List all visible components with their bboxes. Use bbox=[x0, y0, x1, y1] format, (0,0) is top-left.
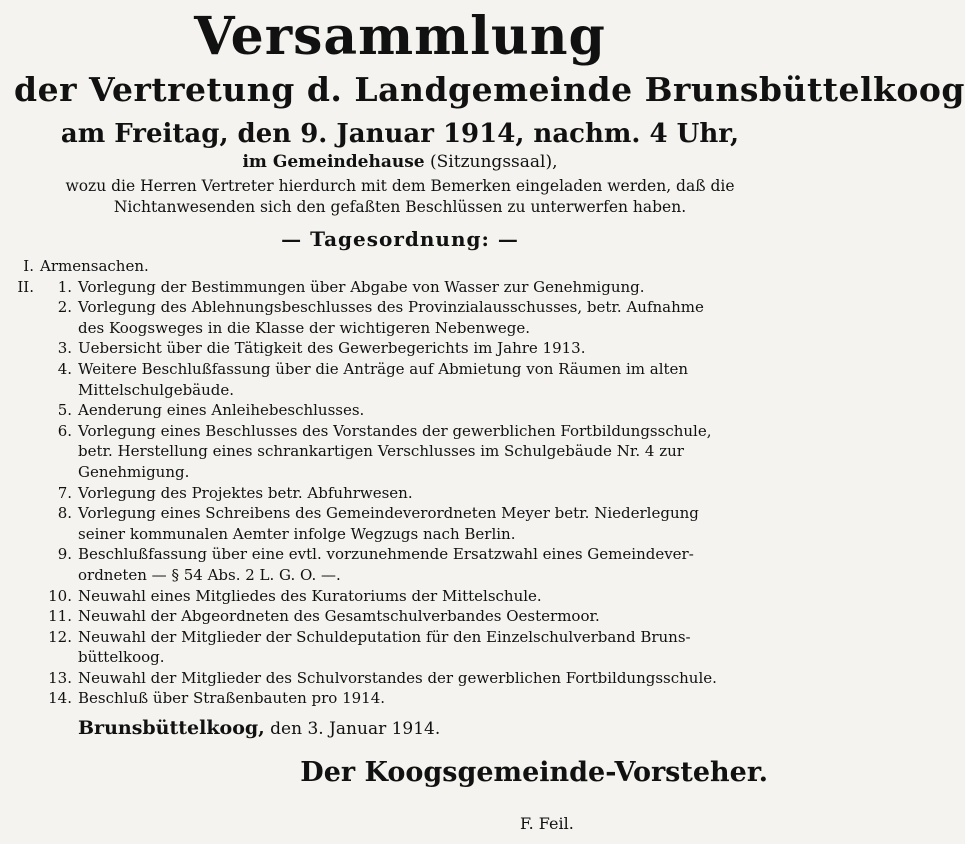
item-text-line: ordneten — § 54 Abs. 2 L. G. O. —. bbox=[78, 565, 341, 584]
item-number: 14. bbox=[48, 689, 72, 708]
item-text-line: betr. Herstellung eines schrankartigen Verschlusses im Schulgebäude Nr. 4 zur bbox=[78, 442, 684, 461]
agenda-item bbox=[14, 544, 786, 585]
item-number: 1. bbox=[57, 277, 72, 296]
item-number: 12. bbox=[48, 627, 72, 646]
indent-spacer bbox=[14, 627, 40, 668]
agenda-heading: — Tagesordnung: — bbox=[281, 227, 519, 251]
agenda-item bbox=[14, 483, 786, 504]
item-text-line: Neuwahl der Mitglieder des Schulvorstandes der gewerblichen Fortbildungsschule. bbox=[78, 668, 717, 687]
item-number: 4. bbox=[57, 359, 72, 378]
item-text-line: des Koogsweges in die Klasse der wichtigeren Nebenwege. bbox=[78, 318, 531, 337]
item-number: 5. bbox=[57, 401, 72, 420]
item-number: 7. bbox=[57, 483, 72, 502]
item-text-line: Aenderung eines Anleihebeschlusses. bbox=[78, 401, 365, 420]
agenda-section-1 bbox=[14, 256, 786, 277]
closing-place: Brunsbüttelkoog, bbox=[78, 717, 265, 740]
item-text-line: büttelkoog. bbox=[78, 648, 165, 667]
indent-spacer bbox=[14, 359, 40, 400]
section-text-line: Armensachen. bbox=[40, 257, 149, 275]
intro-line: Nichtanwesenden sich den gefaßten Beschlüssen zu unterwerfen haben. bbox=[113, 198, 687, 216]
item-text bbox=[78, 297, 786, 338]
item-text bbox=[78, 544, 786, 585]
section-number: II. bbox=[17, 277, 34, 296]
section-text bbox=[40, 256, 786, 277]
item-text-line: Neuwahl eines Mitgliedes des Kuratoriums der Mittelschule. bbox=[78, 586, 542, 605]
agenda-item bbox=[14, 627, 786, 668]
agenda-item bbox=[14, 586, 786, 607]
item-number: 9. bbox=[57, 545, 72, 564]
indent-spacer bbox=[14, 688, 40, 709]
agenda-section-2 bbox=[14, 277, 786, 709]
agenda-item bbox=[14, 400, 786, 421]
indent-spacer bbox=[14, 544, 40, 585]
indent-spacer bbox=[14, 483, 40, 504]
item-number: 2. bbox=[57, 298, 72, 317]
agenda-item bbox=[14, 606, 786, 627]
item-number: 11. bbox=[48, 607, 72, 626]
item-text-line: Vorlegung des Projektes betr. Abfuhrwesen. bbox=[78, 483, 413, 502]
item-text-line: Vorlegung eines Beschlusses des Vorstandes der gewerblichen Fortbildungsschule, bbox=[78, 421, 712, 440]
item-text-line: Vorlegung eines Schreibens des Gemeindeverordneten Meyer betr. Niederlegung bbox=[78, 504, 699, 523]
item-text bbox=[78, 668, 786, 689]
agenda-item bbox=[14, 277, 786, 298]
meeting-date: am Freitag, den 9. Januar 1914, nachm. 4 Uhr, bbox=[60, 119, 740, 149]
indent-spacer bbox=[14, 503, 40, 544]
item-text-line: Vorlegung des Ablehnungsbeschlusses des Provinzialausschusses, betr. Aufnahme bbox=[78, 298, 704, 317]
indent-spacer bbox=[14, 586, 40, 607]
item-text bbox=[78, 421, 786, 483]
item-text bbox=[78, 627, 786, 668]
intro-paragraph bbox=[14, 176, 786, 218]
indent-spacer bbox=[14, 668, 40, 689]
indent-spacer bbox=[14, 338, 40, 359]
item-text bbox=[78, 586, 786, 607]
section-number: I. bbox=[23, 257, 34, 275]
indent-spacer bbox=[14, 400, 40, 421]
item-text-line: Genehmigung. bbox=[78, 462, 190, 481]
agenda-item bbox=[14, 688, 786, 709]
agenda-item bbox=[14, 503, 786, 544]
item-text bbox=[78, 688, 786, 709]
meeting-location bbox=[14, 150, 786, 174]
item-text bbox=[78, 503, 786, 544]
item-number: 3. bbox=[57, 339, 72, 358]
item-number: 13. bbox=[48, 668, 72, 687]
closing-date: den 3. Januar 1914. bbox=[270, 719, 441, 740]
location-room: (Sitzungssaal), bbox=[430, 152, 558, 172]
item-text bbox=[78, 359, 786, 400]
item-text bbox=[78, 338, 786, 359]
indent-spacer bbox=[14, 606, 40, 627]
item-text-line: Neuwahl der Abgeordneten des Gesamtschulverbandes Oestermoor. bbox=[78, 607, 600, 626]
item-text-line: Beschlußfassung über eine evtl. vorzunehmende Ersatzwahl eines Gemeindever- bbox=[78, 545, 694, 564]
item-text-line: seiner kommunalen Aemter infolge Wegzugs nach Berlin. bbox=[78, 524, 516, 543]
document-title: Versammlung bbox=[194, 6, 606, 67]
location-place: im Gemeindehause bbox=[242, 152, 425, 172]
document-subtitle: der Vertretung d. Landgemeinde Brunsbüttelkoog bbox=[14, 70, 965, 109]
item-number: 10. bbox=[48, 586, 72, 605]
item-text-line: Weitere Beschlußfassung über die Anträge auf Abmietung von Räumen im alten bbox=[78, 359, 689, 378]
item-text bbox=[78, 277, 786, 298]
agenda-item bbox=[14, 359, 786, 400]
item-text bbox=[78, 400, 786, 421]
item-text-line: Beschluß über Straßenbauten pro 1914. bbox=[78, 689, 386, 708]
item-text bbox=[78, 483, 786, 504]
item-text-line: Uebersicht über die Tätigkeit des Gewerbegerichts im Jahre 1913. bbox=[78, 339, 586, 358]
item-text-line: Vorlegung der Bestimmungen über Abgabe von Wasser zur Genehmigung. bbox=[78, 277, 645, 296]
signer-name: F. Feil. bbox=[520, 814, 574, 833]
indent-spacer bbox=[14, 421, 40, 483]
indent-spacer bbox=[14, 297, 40, 338]
item-text-line: Neuwahl der Mitglieder der Schuldeputation für den Einzelschulverband Bruns- bbox=[78, 627, 691, 646]
item-number: 6. bbox=[57, 421, 72, 440]
item-number: 8. bbox=[57, 504, 72, 523]
item-text bbox=[78, 606, 786, 627]
intro-line: wozu die Herren Vertreter hierdurch mit dem Bemerken eingeladen werden, daß die bbox=[65, 177, 735, 195]
agenda-list bbox=[14, 256, 786, 709]
signoff-title: Der Koogsgemeinde-Vorsteher. bbox=[300, 757, 768, 789]
agenda-item bbox=[14, 338, 786, 359]
agenda-item bbox=[14, 297, 786, 338]
agenda-item bbox=[14, 668, 786, 689]
item-text-line: Mittelschulgebäude. bbox=[78, 380, 235, 399]
agenda-item bbox=[14, 421, 786, 483]
closing-line bbox=[14, 715, 786, 742]
